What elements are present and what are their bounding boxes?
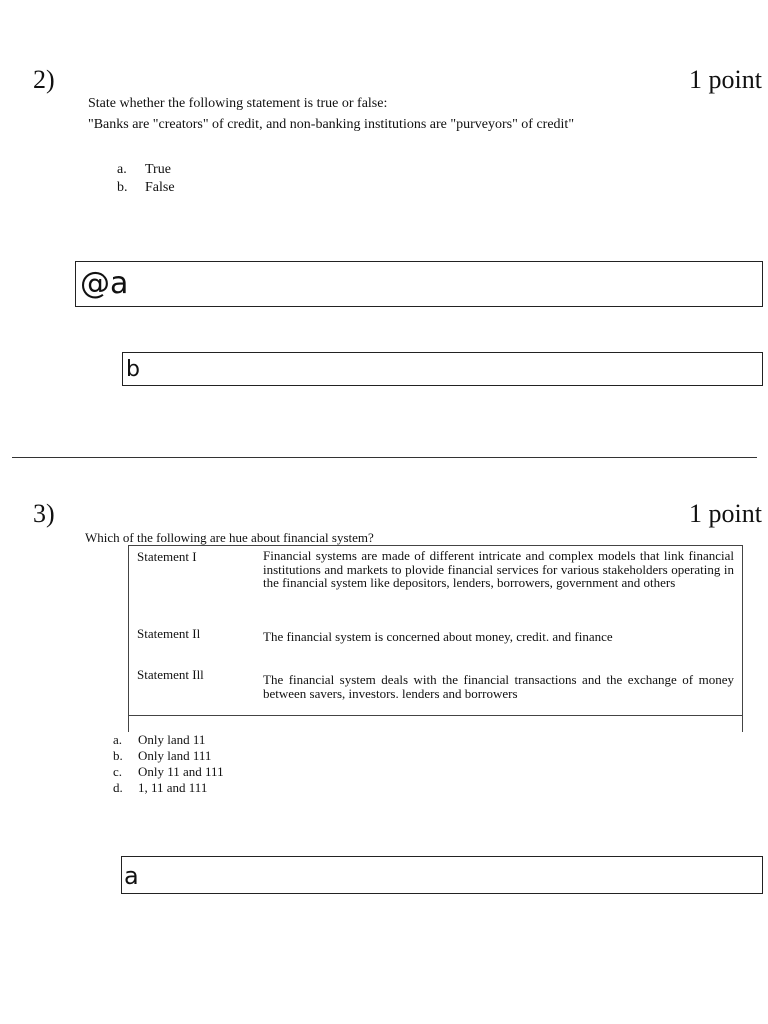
option-letter: b. [113, 748, 123, 763]
table-bottom-border [128, 715, 743, 716]
question-2-prompt: State whether the following statement is true or false: [88, 96, 388, 111]
option-label: True [145, 162, 171, 177]
option-label: Only land 11 [138, 732, 206, 747]
section-divider [12, 457, 757, 458]
statements-table [128, 545, 743, 732]
question-2-options [117, 161, 175, 197]
question-2-number: 2) [33, 65, 55, 94]
answer-box-2[interactable] [122, 352, 763, 386]
option-d[interactable] [113, 780, 224, 796]
question-3-number: 3) [33, 499, 55, 528]
answer-text: @a [80, 266, 129, 301]
answer-box-3[interactable] [121, 856, 763, 894]
option-true[interactable] [117, 161, 175, 179]
question-2-points: 1 point [689, 65, 762, 94]
question-2-statement: "Banks are "creators" of credit, and non-banking institutions are "purveyors" of credit" [88, 117, 575, 132]
statement-3-label: Statement Ill [137, 667, 204, 682]
statement-1-text: Financial systems are made of different intricate and complex models that link financial institutions and markets to plovide financial services for various stakeholders operating in the financial system like depositors, lenders, borrowers, government and others [263, 548, 734, 590]
statement-2-label: Statement Il [137, 626, 201, 641]
option-b[interactable] [113, 748, 224, 764]
option-label: 1, 11 and 111 [138, 780, 208, 795]
question-3-options [113, 732, 224, 796]
option-letter: b. [117, 180, 128, 195]
option-a[interactable] [113, 732, 224, 748]
option-label: Only land 111 [138, 748, 212, 763]
statement-3-text: The financial system deals with the financial transactions and the exchange of money between savers, investors. lenders and borrowers [263, 672, 734, 701]
option-letter: c. [113, 764, 123, 779]
option-label: False [145, 180, 175, 195]
option-letter: a. [113, 732, 123, 747]
option-letter: a. [117, 162, 127, 177]
answer-text: a [124, 862, 139, 890]
answer-text: b [126, 357, 140, 382]
option-c[interactable] [113, 764, 224, 780]
answer-box-1[interactable] [75, 261, 763, 307]
option-letter: d. [113, 780, 123, 795]
statement-2-text: The financial system is concerned about money, credit. and finance [263, 629, 613, 644]
option-false[interactable] [117, 179, 175, 197]
statement-1-label: Statement I [137, 549, 197, 564]
question-3-prompt: Which of the following are hue about financial system? [85, 530, 374, 545]
option-label: Only 11 and 111 [138, 764, 224, 779]
question-3-points: 1 point [689, 499, 762, 528]
